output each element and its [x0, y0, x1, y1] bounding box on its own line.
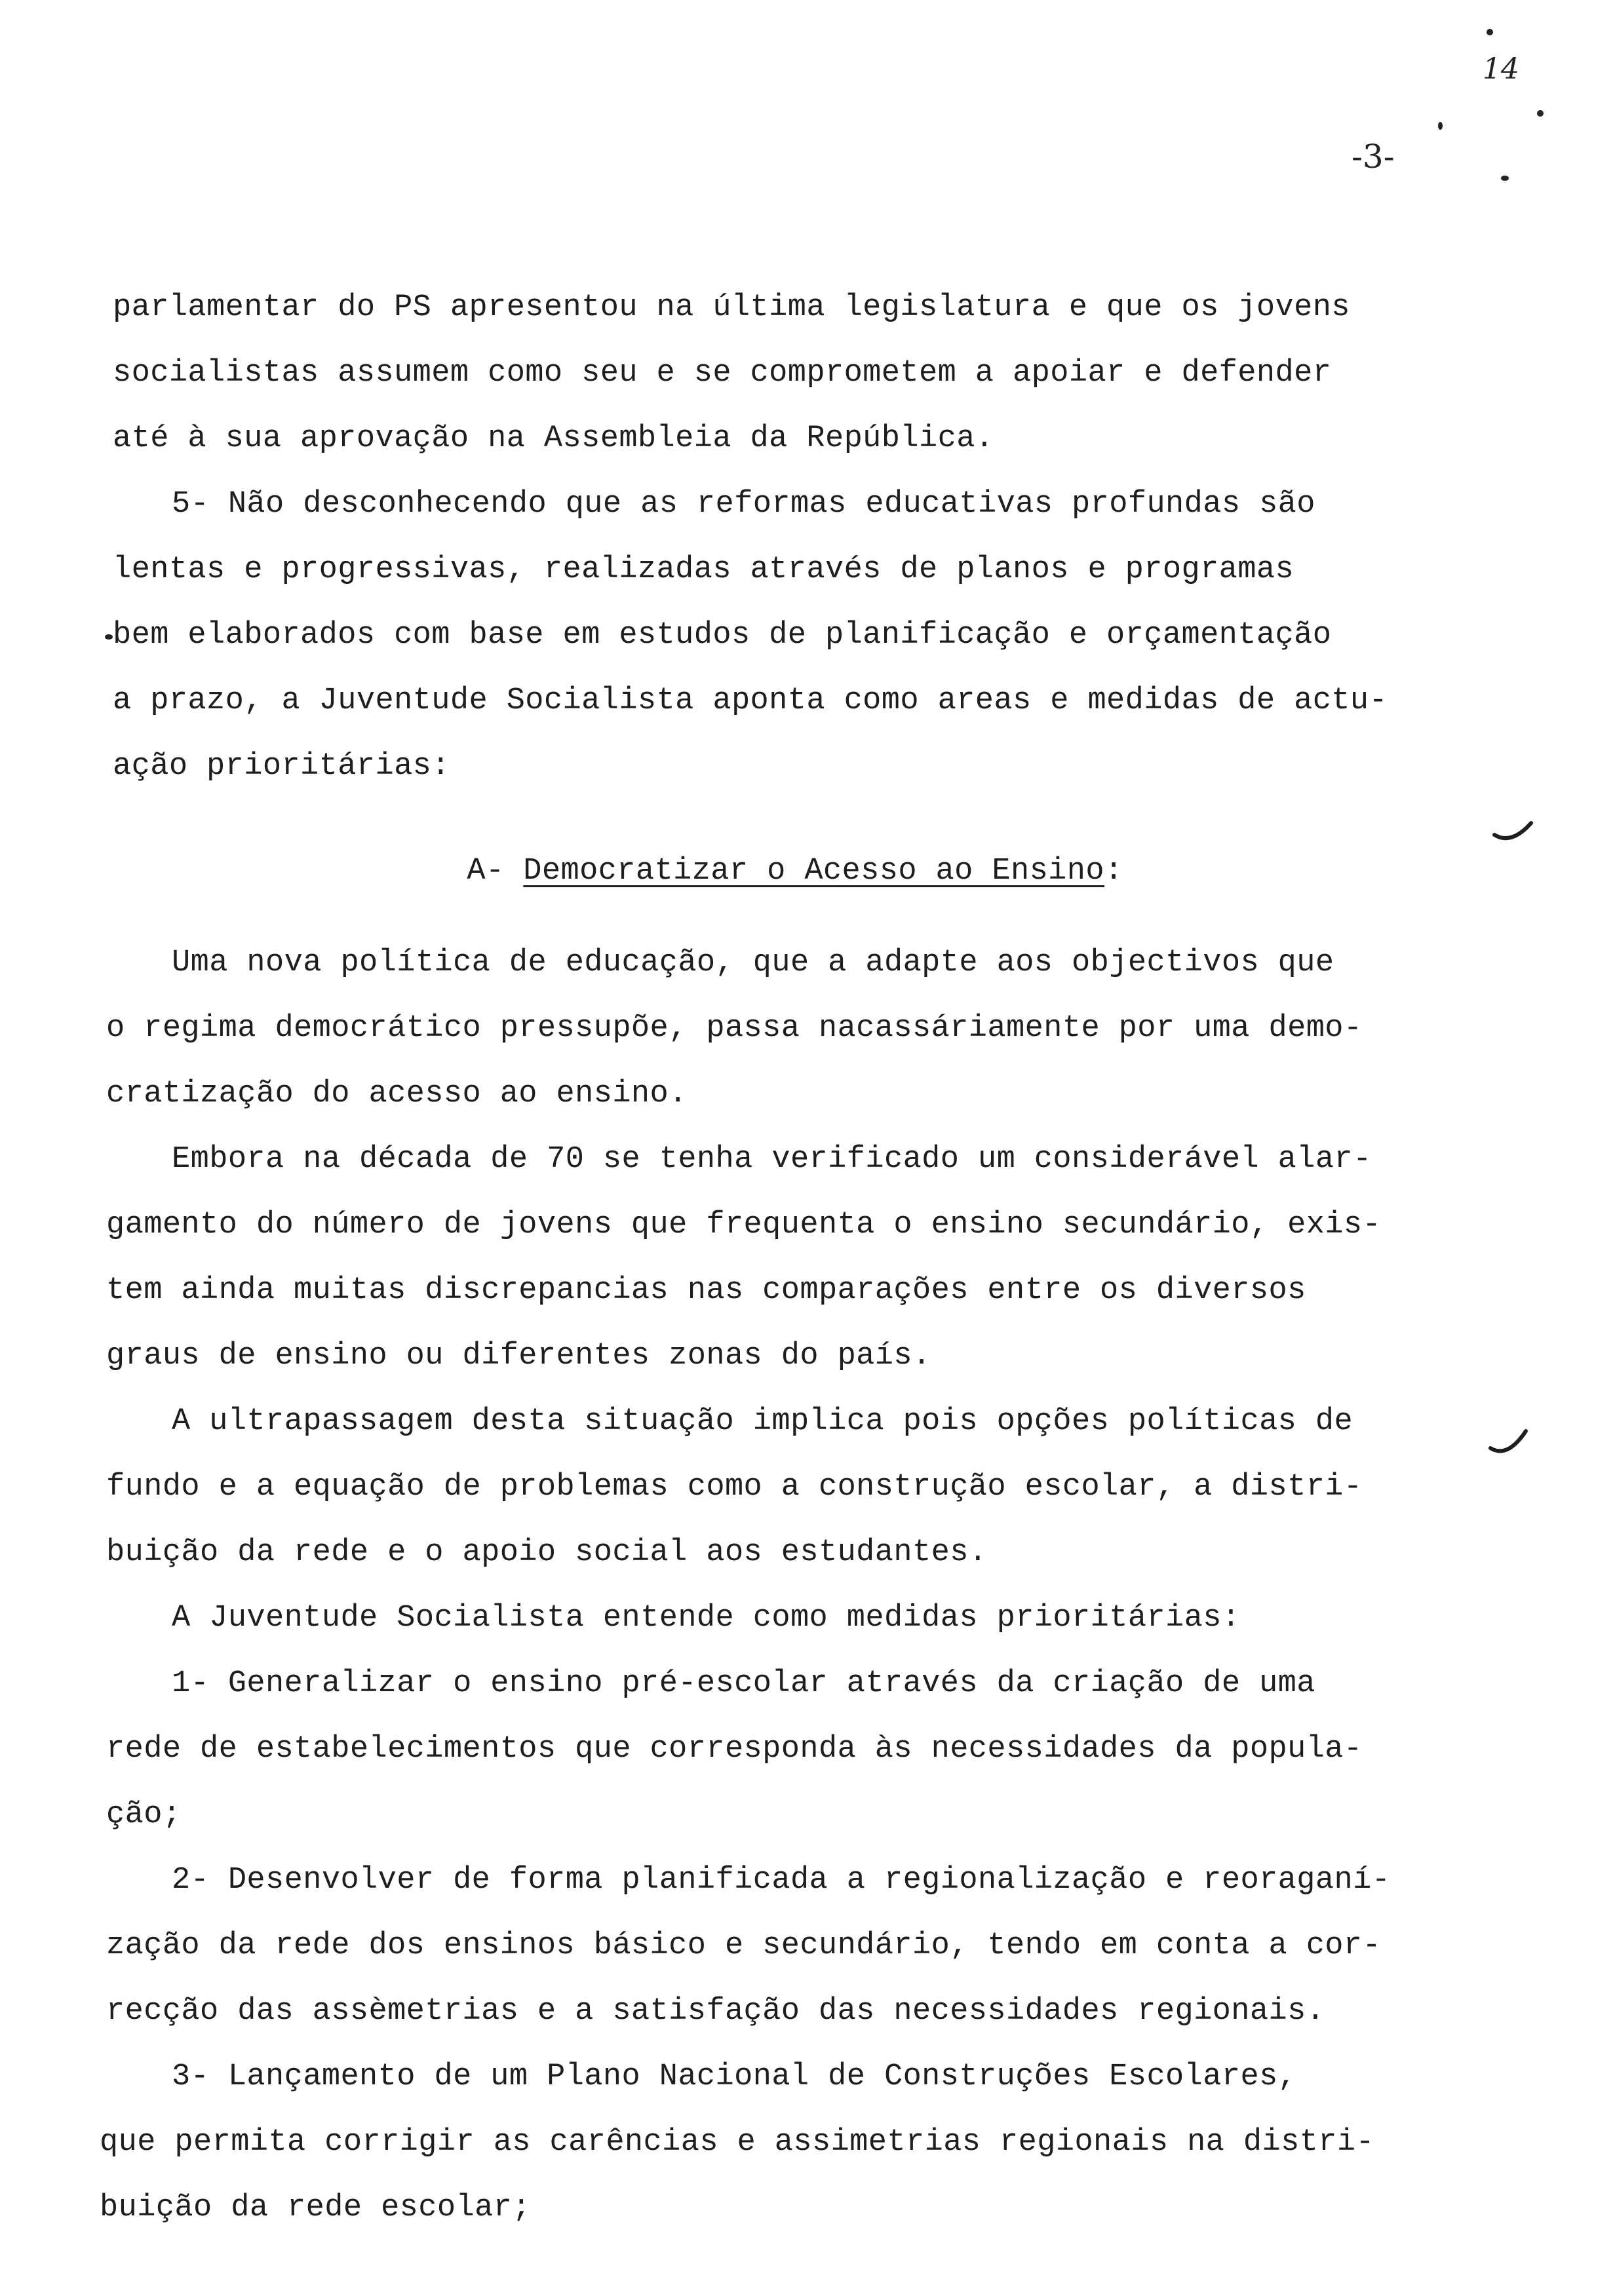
section-line: 3- Lançamento de um Plano Nacional de Construções Escolares, [172, 2059, 1297, 2094]
margin-check-icon [1492, 819, 1534, 845]
section-heading-prefix: A- [467, 854, 524, 889]
body-line: ação prioritárias: [113, 749, 450, 784]
section-line: Embora na década de 70 se tenha verificado um considerável alar- [172, 1142, 1372, 1177]
section-heading [392, 813, 1123, 930]
margin-dot [105, 634, 113, 640]
section-line: ção; [106, 1797, 182, 1832]
section-line: recção das assèmetrias e a satisfação das necessidades regionais. [106, 1994, 1325, 2029]
margin-dot [1537, 110, 1544, 117]
section-line: Uma nova política de educação, que a adapte aos objectivos que [172, 946, 1334, 980]
section-line: gamento do número de jovens que frequenta o ensino secundário, exis- [106, 1208, 1382, 1242]
section-heading-suffix: : [1104, 854, 1123, 889]
section-line: graus de ensino ou diferentes zonas do país. [106, 1339, 931, 1373]
section-heading-title: Democratizar o Acesso ao Ensino [523, 854, 1104, 889]
section-line: 2- Desenvolver de forma planificada a regionalização e reoraganí- [172, 1863, 1391, 1898]
section-line: A Juventude Socialista entende como medidas prioritárias: [172, 1601, 1241, 1636]
section-line: zação da rede dos ensinos básico e secundário, tendo em conta a cor- [106, 1928, 1382, 1963]
section-line: buição da rede escolar; [100, 2191, 531, 2225]
body-line: até à sua aprovação na Assembleia da República. [113, 421, 994, 456]
margin-check-icon [1488, 1428, 1530, 1459]
body-line: bem elaborados com base em estudos de planificação e orçamentação [113, 618, 1332, 653]
body-line: 5- Não desconhecendo que as reformas educativas profundas são [172, 487, 1315, 522]
body-line: lentas e progressivas, realizadas através de planos e programas [113, 552, 1294, 587]
section-line: rede de estabelecimentos que corresponda às necessidades da popula- [106, 1732, 1363, 1767]
margin-dot [1487, 29, 1493, 35]
margin-dot [1438, 122, 1443, 130]
section-line: 1- Generalizar o ensino pré-escolar através da criação de uma [172, 1666, 1315, 1701]
section-line: buição da rede e o apoio social aos estudantes. [106, 1535, 988, 1570]
body-line: a prazo, a Juventude Socialista aponta como areas e medidas de actu- [113, 683, 1388, 718]
margin-dot [1501, 176, 1509, 181]
section-line: fundo e a equação de problemas como a construção escolar, a distri- [106, 1470, 1363, 1504]
section-line: A ultrapassagem desta situação implica pois opções políticas de [172, 1404, 1353, 1439]
body-line: socialistas assumem como seu e se comprometem a apoiar e defender [113, 356, 1332, 391]
page-number: -3- [1352, 138, 1395, 176]
body-line: parlamentar do PS apresentou na última legislatura e que os jovens [113, 290, 1350, 325]
folio-mark: 14 [1483, 52, 1519, 86]
section-line: tem ainda muitas discrepancias nas comparações entre os diversos [106, 1273, 1306, 1308]
section-line: que permita corrigir as carências e assimetrias regionais na distri- [100, 2125, 1375, 2160]
section-line: cratização do acesso ao ensino. [106, 1077, 688, 1111]
section-line: o regima democrático pressupõe, passa nacassáriamente por uma demo- [106, 1011, 1363, 1046]
